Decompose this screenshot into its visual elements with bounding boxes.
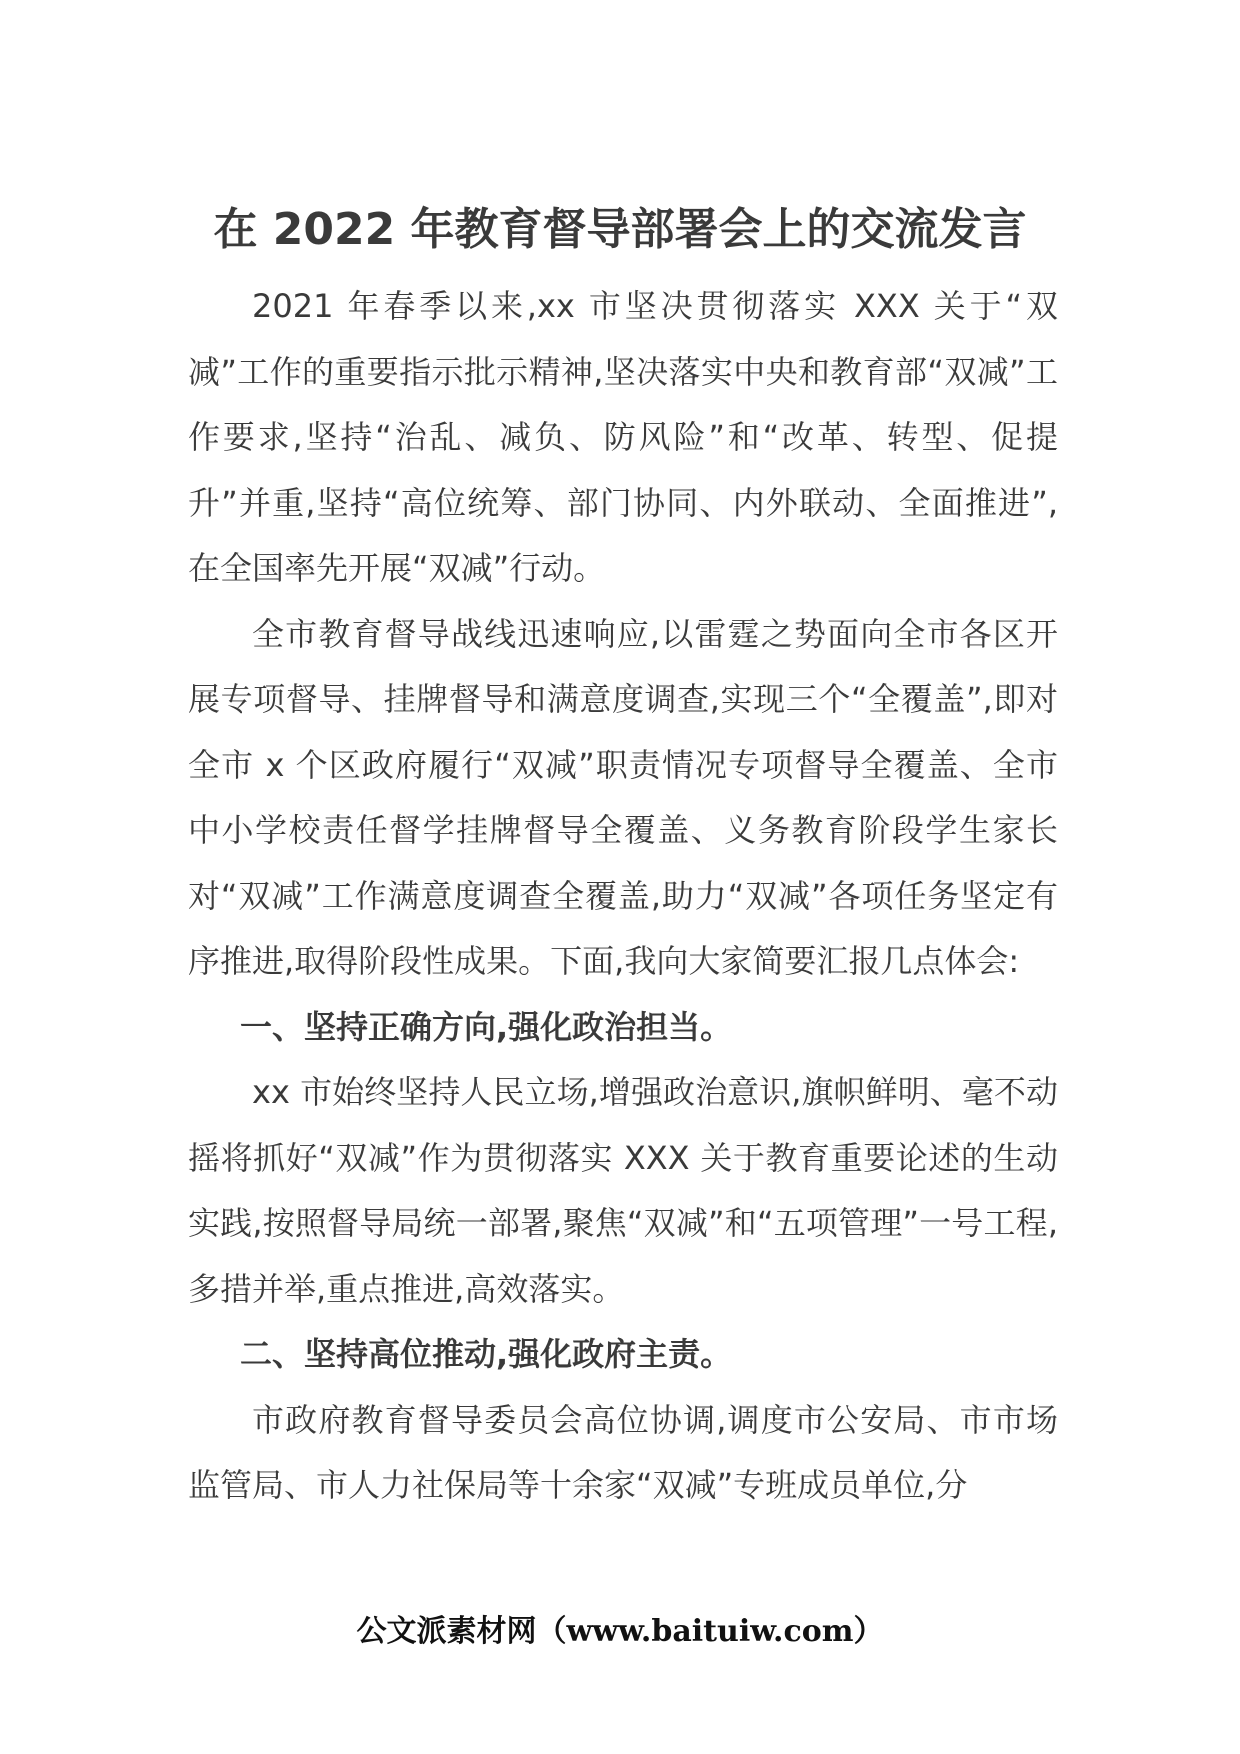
paragraph-intro: 2021 年春季以来,xx 市坚决贯彻落实 XXX 关于“双减”工作的重要指示批示精神,坚决落实中央和教育部“双减”工作要求,坚持“治乱、减负、防风险”和“改革、转型、促提升”并重,坚持“高位统筹、部门协同、内外联动、全面推进”,在全国率先开展“双减”行动。 (188, 287, 1058, 587)
paragraph-section-1: xx 市始终坚持人民立场,增强政治意识,旗帜鲜明、毫不动摇将抓好“双减”作为贯彻落实 XXX 关于教育重要论述的生动实践,按照督导局统一部署,聚焦“双减”和“五项管理”一号工程,多措并举,重点推进,高效落实。 (188, 1073, 1058, 1308)
section-heading-2: 二、坚持高位推动,强化政府主责。 (240, 1335, 733, 1373)
paragraph-section-2: 市政府教育督导委员会高位协调,调度市公安局、市市场监管局、市人力社保局等十余家“双减”专班成员单位,分 (188, 1400, 1058, 1504)
footer-watermark: 公文派素材网（www.baituiw.com） (356, 1614, 884, 1649)
document-title: 在 2022 年教育督导部署会上的交流发言 (213, 204, 1027, 255)
section-heading-1: 一、坚持正确方向,强化政治担当。 (240, 1007, 733, 1046)
document-body (188, 274, 1058, 1519)
paragraph-supervision: 全市教育督导战线迅速响应,以雷霆之势面向全市各区开展专项督导、挂牌督导和满意度调查,实现三个“全覆盖”,即对全市 x 个区政府履行“双减”职责情况专项督导全覆盖、全市中小学校责任督学挂牌督导全覆盖、义务教育阶段学生家长对“双减”工作满意度调查全覆盖,助力“双减”各项任务坚定有序推进,取得阶段性成果。下面,我向大家简要汇报几点体会: (188, 614, 1058, 980)
